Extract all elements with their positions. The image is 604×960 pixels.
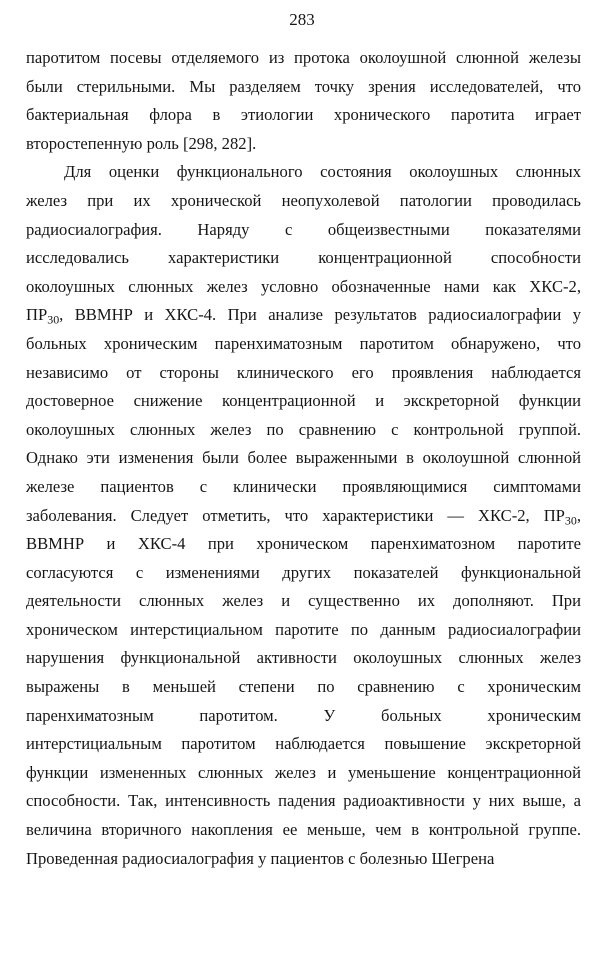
paragraph [26,158,581,873]
text-line: паренхиматозным паротитом. У больных хроническим [26,705,581,725]
text-line: нарушения функциональной активности околоушных слюнных желез [26,648,581,668]
body-text [26,44,581,873]
page-number: 283 [289,10,315,29]
text-line: околоушных слюнных желез по сравнению с контрольной группой. [26,419,581,439]
text-line: достоверное снижение концентрационной и экскреторной функции [26,391,581,411]
text-line: заболевания. Следует отметить, что характеристики — ХКС-2, $ПР_{30}$, [26,505,581,527]
text-line: $ПР_{30}$, ВВМНР и ХКС-4. При анализе результатов радиосиалографии у [26,305,581,327]
text-line: хроническом интерстициальном паротите по данным радиосиалографии [26,619,581,639]
text-line: функции измененных слюнных желез и уменьшение концентрационной [26,762,581,782]
text-line: Однако эти изменения были более выраженными в околоушной слюнной [26,448,581,468]
text-line: независимо от стороны клинического его проявления наблюдается [26,362,581,382]
text-line: желез при их хронической неопухолевой патологии проводилась [26,190,581,210]
text-line: Для оценки функционального состояния околоушных слюнных [64,162,581,182]
text-line: интерстициальным паротитом наблюдается повышение экскреторной [26,734,581,754]
text-line: деятельности слюнных желез и существенно их дополняют. При [26,591,581,611]
text-line: больных хроническим паренхиматозным паротитом обнаружено, что [26,333,581,353]
text-line: выражены в меньшей степени по сравнению с хроническим [26,677,581,697]
text-line: паротитом посевы отделяемого из протока околоушной слюнной железы [26,48,581,67]
text-line: железе пациентов с клинически проявляющимися симптомами [26,476,581,496]
text-line: величина вторичного накопления ее меньше, чем в контрольной группе. [26,820,581,840]
text-line: согласуются с изменениями других показателей функциональной [26,562,581,582]
text-line: исследовались характеристики концентрационной способности [26,248,581,268]
text-line: были стерильными. Мы разделяем точку зрения исследователей, что [26,76,581,96]
text-line: радиосиалография. Наряду с общеизвестными показателями [26,219,581,239]
text-line: способности. Так, интенсивность падения радиоактивности у них выше, а [26,791,581,811]
text-line: Проведенная радиосиалография у пациентов с болезнью Шегрена [26,848,495,868]
text-line: бактериальная флора в этиологии хронического паротита играет [26,105,581,125]
text-line: околоушных слюнных желез условно обозначенные нами как ХКС-2, [26,276,581,296]
text-line: ВВМНР и ХКС-4 при хроническом паренхиматозном паротите [26,534,581,554]
text-line: второстепенную роль [298, 282]. [26,133,257,153]
paragraph [26,44,581,158]
